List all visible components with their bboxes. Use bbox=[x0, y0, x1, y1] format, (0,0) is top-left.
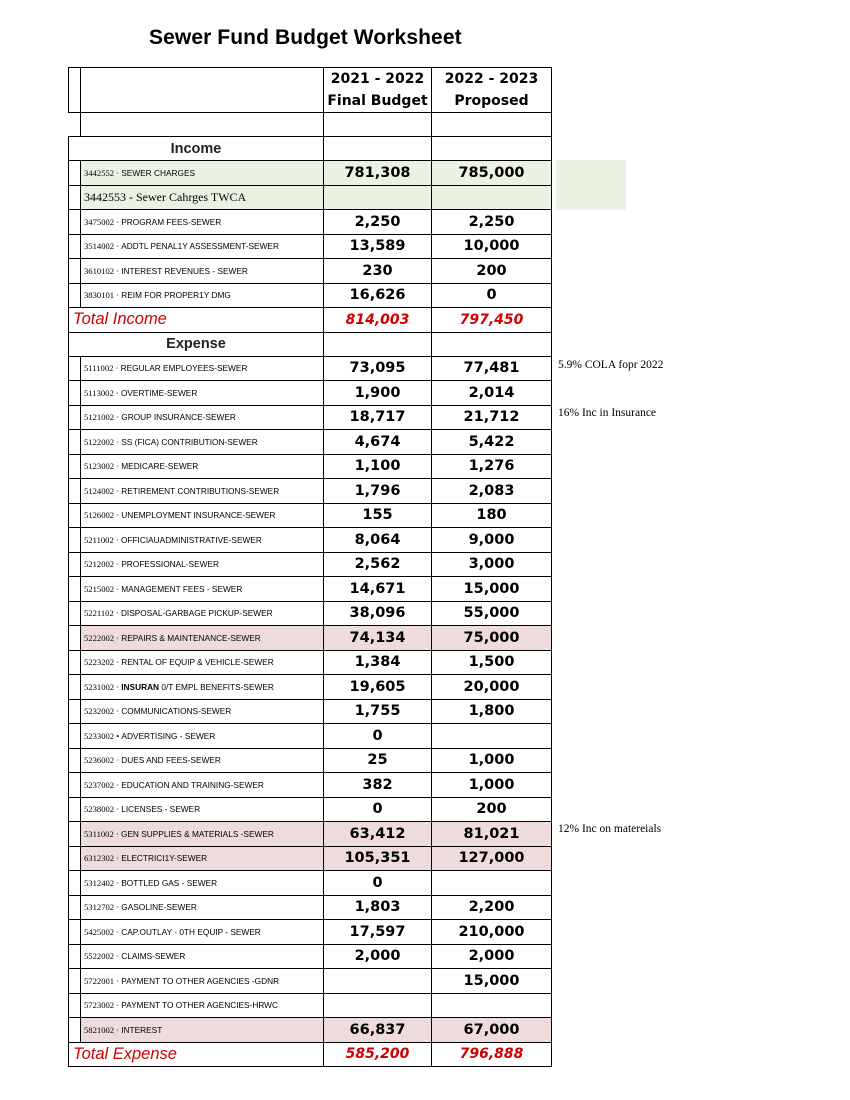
value-2021-2022: 16,626 bbox=[324, 283, 432, 308]
table-row bbox=[69, 356, 552, 381]
value-2021-2022: 2,562 bbox=[324, 552, 432, 577]
value-2022-2023 bbox=[432, 993, 552, 1018]
total-expense-label: Total Expense bbox=[69, 1042, 324, 1067]
table-row bbox=[69, 748, 552, 773]
value-2022-2023: 3,000 bbox=[432, 552, 552, 577]
table-row bbox=[69, 161, 552, 186]
account-label: 5122002 · SS (FICA) CONTRIBUTION-SEWER bbox=[81, 430, 324, 455]
value-2022-2023: 10,000 bbox=[432, 234, 552, 259]
table-row bbox=[69, 724, 552, 749]
value-2022-2023: 5,422 bbox=[432, 430, 552, 455]
value-2022-2023: 81,021 bbox=[432, 822, 552, 847]
value-2022-2023: 180 bbox=[432, 503, 552, 528]
value-2021-2022: 13,589 bbox=[324, 234, 432, 259]
value-2021-2022: 781,308 bbox=[324, 161, 432, 186]
total-expense-2022-2023: 796,888 bbox=[432, 1042, 552, 1067]
value-2021-2022: 66,837 bbox=[324, 1018, 432, 1043]
expense-section-row bbox=[69, 332, 552, 356]
table-row bbox=[69, 552, 552, 577]
blank-row bbox=[69, 113, 552, 137]
account-label: 5821002 · INTEREST bbox=[81, 1018, 324, 1043]
table-row bbox=[69, 259, 552, 284]
note-cola: 5.9% COLA fopr 2022 bbox=[558, 359, 664, 371]
total-income-row bbox=[69, 308, 552, 333]
value-2021-2022: 2,250 bbox=[324, 210, 432, 235]
value-2021-2022 bbox=[324, 993, 432, 1018]
value-2021-2022: 18,717 bbox=[324, 405, 432, 430]
value-2021-2022: 1,796 bbox=[324, 479, 432, 504]
value-2021-2022: 1,803 bbox=[324, 895, 432, 920]
value-2021-2022: 17,597 bbox=[324, 920, 432, 945]
value-2022-2023: 20,000 bbox=[432, 675, 552, 700]
table-row bbox=[69, 699, 552, 724]
value-2022-2023: 77,481 bbox=[432, 356, 552, 381]
table-row bbox=[69, 430, 552, 455]
value-2022-2023: 67,000 bbox=[432, 1018, 552, 1043]
table-row bbox=[69, 846, 552, 871]
value-2022-2023: 55,000 bbox=[432, 601, 552, 626]
value-2022-2023: 2,200 bbox=[432, 895, 552, 920]
table-row bbox=[69, 797, 552, 822]
header-spacer bbox=[69, 68, 81, 113]
value-2022-2023: 1,500 bbox=[432, 650, 552, 675]
value-2021-2022: 1,384 bbox=[324, 650, 432, 675]
value-2022-2023 bbox=[432, 871, 552, 896]
account-label: 3442552 · SEWER CHARGES bbox=[81, 161, 324, 186]
table-row bbox=[69, 675, 552, 700]
value-2021-2022: 105,351 bbox=[324, 846, 432, 871]
account-label: 5311002 · GEN SUPPLIES & MATERIALS -SEWER bbox=[81, 822, 324, 847]
table-row bbox=[69, 405, 552, 430]
value-2021-2022: 8,064 bbox=[324, 528, 432, 553]
table-row bbox=[69, 822, 552, 847]
account-label: 5223202 · RENTAL OF EQUIP & VEHICLE-SEWER bbox=[81, 650, 324, 675]
header-2022-2023 bbox=[432, 68, 552, 113]
value-2021-2022: 4,674 bbox=[324, 430, 432, 455]
account-label: 5124002 · RETIREMENT CONTRIBUTIONS-SEWER bbox=[81, 479, 324, 504]
table-row bbox=[69, 503, 552, 528]
value-2022-2023: 0 bbox=[432, 283, 552, 308]
value-2021-2022: 14,671 bbox=[324, 577, 432, 602]
page-title: Sewer Fund Budget Worksheet bbox=[149, 26, 462, 49]
account-label: 5522002 · CLAIMS-SEWER bbox=[81, 944, 324, 969]
value-2021-2022 bbox=[324, 969, 432, 994]
account-label: 5221102 · DISPOSAL-GARBAGE PICKUP-SEWER bbox=[81, 601, 324, 626]
value-2022-2023: 2,083 bbox=[432, 479, 552, 504]
total-income-label: Total Income bbox=[69, 308, 324, 333]
value-2021-2022: 2,000 bbox=[324, 944, 432, 969]
table-row bbox=[69, 234, 552, 259]
account-label: 5126002 · UNEMPLOYMENT INSURANCE-SEWER bbox=[81, 503, 324, 528]
table-row bbox=[69, 650, 552, 675]
note-insurance: 16% Inc in Insurance bbox=[558, 407, 657, 419]
account-label: 5723002 · PAYMENT TO OTHER AGENCIES-HRWC bbox=[81, 993, 324, 1018]
account-label: 5121002 · GROUP INSURANCE-SEWER bbox=[81, 405, 324, 430]
total-income-2022-2023: 797,450 bbox=[432, 308, 552, 333]
value-2021-2022: 63,412 bbox=[324, 822, 432, 847]
account-label: 3830101 · REIM FOR PROPER1Y DMG bbox=[81, 283, 324, 308]
table-row bbox=[69, 577, 552, 602]
table-row bbox=[69, 381, 552, 406]
total-expense-row bbox=[69, 1042, 552, 1067]
value-2022-2023: 200 bbox=[432, 259, 552, 284]
account-label: 3475002 · PROGRAM FEES-SEWER bbox=[81, 210, 324, 235]
value-2022-2023: 2,000 bbox=[432, 944, 552, 969]
value-2022-2023 bbox=[432, 724, 552, 749]
table-row bbox=[69, 969, 552, 994]
account-label: 5722001 · PAYMENT TO OTHER AGENCIES -GDNR bbox=[81, 969, 324, 994]
value-2021-2022: 0 bbox=[324, 871, 432, 896]
account-label: 5222002 · REPAIRS & MAINTENANCE-SEWER bbox=[81, 626, 324, 651]
value-2022-2023: 210,000 bbox=[432, 920, 552, 945]
account-label: 5312702 · GASOLINE-SEWER bbox=[81, 895, 324, 920]
account-label: 5123002 · MEDICARE-SEWER bbox=[81, 454, 324, 479]
value-2021-2022: 0 bbox=[324, 724, 432, 749]
value-2022-2023: 1,000 bbox=[432, 748, 552, 773]
header-account bbox=[81, 68, 324, 113]
account-label: 5238002 · LICENSES - SEWER bbox=[81, 797, 324, 822]
account-label: 5231002 · INSURAN 0/T EMPL BENEFITS-SEWER bbox=[81, 675, 324, 700]
table-row bbox=[69, 993, 552, 1018]
account-label: 5215002 · MANAGEMENT FEES - SEWER bbox=[81, 577, 324, 602]
table-row bbox=[69, 528, 552, 553]
value-2021-2022: 1,900 bbox=[324, 381, 432, 406]
table-row bbox=[69, 185, 552, 210]
table-row bbox=[69, 944, 552, 969]
account-label: 3610102 · INTEREST REVENUES - SEWER bbox=[81, 259, 324, 284]
value-2022-2023: 75,000 bbox=[432, 626, 552, 651]
value-2021-2022: 1,755 bbox=[324, 699, 432, 724]
value-2022-2023: 785,000 bbox=[432, 161, 552, 186]
table-row bbox=[69, 871, 552, 896]
header-col2-line2: Proposed bbox=[454, 93, 529, 109]
total-income-2021-2022: 814,003 bbox=[324, 308, 432, 333]
value-2022-2023: 200 bbox=[432, 797, 552, 822]
account-label: 5425002 · CAP.OUTLAY - 0TH EQUIP - SEWER bbox=[81, 920, 324, 945]
account-label: 5232002 · COMMUNICATIONS-SEWER bbox=[81, 699, 324, 724]
account-label: 3442553 - Sewer Cahrges TWCA bbox=[81, 185, 324, 210]
value-2022-2023: 9,000 bbox=[432, 528, 552, 553]
income-section-label: Income bbox=[69, 137, 324, 161]
header-row bbox=[69, 68, 552, 113]
table-row bbox=[69, 454, 552, 479]
value-2022-2023: 15,000 bbox=[432, 577, 552, 602]
table-row bbox=[69, 283, 552, 308]
header-col2-line1: 2022 - 2023 bbox=[444, 71, 539, 87]
table-row bbox=[69, 210, 552, 235]
value-2021-2022: 382 bbox=[324, 773, 432, 798]
table-row bbox=[69, 601, 552, 626]
value-2021-2022: 19,605 bbox=[324, 675, 432, 700]
value-2021-2022: 38,096 bbox=[324, 601, 432, 626]
total-expense-2021-2022: 585,200 bbox=[324, 1042, 432, 1067]
header-col1-line2: Final Budget bbox=[327, 93, 428, 109]
budget-table bbox=[68, 67, 552, 1067]
account-label: 3514002 · ADDTL PENAL1Y ASSESSMENT-SEWER bbox=[81, 234, 324, 259]
highlight-extension bbox=[556, 160, 626, 210]
account-label: 5211002 · OFFICIAUADMINISTRATIVE-SEWER bbox=[81, 528, 324, 553]
value-2021-2022: 74,134 bbox=[324, 626, 432, 651]
value-2021-2022: 25 bbox=[324, 748, 432, 773]
value-2022-2023: 127,000 bbox=[432, 846, 552, 871]
header-col1-line1: 2021 - 2022 bbox=[330, 71, 425, 87]
table-row bbox=[69, 773, 552, 798]
value-2021-2022: 73,095 bbox=[324, 356, 432, 381]
table-row bbox=[69, 1018, 552, 1043]
account-label: 5111002 · REGULAR EMPLOYEES-SEWER bbox=[81, 356, 324, 381]
expense-rows bbox=[69, 356, 552, 1042]
value-2022-2023: 1,800 bbox=[432, 699, 552, 724]
account-label: 5212002 · PROFESSIONAL-SEWER bbox=[81, 552, 324, 577]
table-row bbox=[69, 895, 552, 920]
account-label: 5312402 · BOTTLED GAS - SEWER bbox=[81, 871, 324, 896]
account-label: 5236002 · DUES AND FEES-SEWER bbox=[81, 748, 324, 773]
expense-section-label: Expense bbox=[69, 332, 324, 356]
account-label: 6312302 · ELECTRICI1Y-SEWER bbox=[81, 846, 324, 871]
account-label: 5113002 · OVERTIME-SEWER bbox=[81, 381, 324, 406]
income-section-row bbox=[69, 137, 552, 161]
account-label: 5237002 · EDUCATION AND TRAINING-SEWER bbox=[81, 773, 324, 798]
value-2022-2023: 2,014 bbox=[432, 381, 552, 406]
table-row bbox=[69, 626, 552, 651]
value-2022-2023: 15,000 bbox=[432, 969, 552, 994]
table-row bbox=[69, 920, 552, 945]
header-2021-2022 bbox=[324, 68, 432, 113]
value-2021-2022: 1,100 bbox=[324, 454, 432, 479]
note-materials: 12% Inc on matereials bbox=[558, 823, 662, 835]
account-label: 5233002 • ADVERTISING - SEWER bbox=[81, 724, 324, 749]
value-2021-2022: 0 bbox=[324, 797, 432, 822]
value-2022-2023: 21,712 bbox=[432, 405, 552, 430]
value-2022-2023: 2,250 bbox=[432, 210, 552, 235]
value-2021-2022: 230 bbox=[324, 259, 432, 284]
value-2022-2023: 1,000 bbox=[432, 773, 552, 798]
value-2021-2022: 155 bbox=[324, 503, 432, 528]
table-row bbox=[69, 479, 552, 504]
value-2022-2023: 1,276 bbox=[432, 454, 552, 479]
